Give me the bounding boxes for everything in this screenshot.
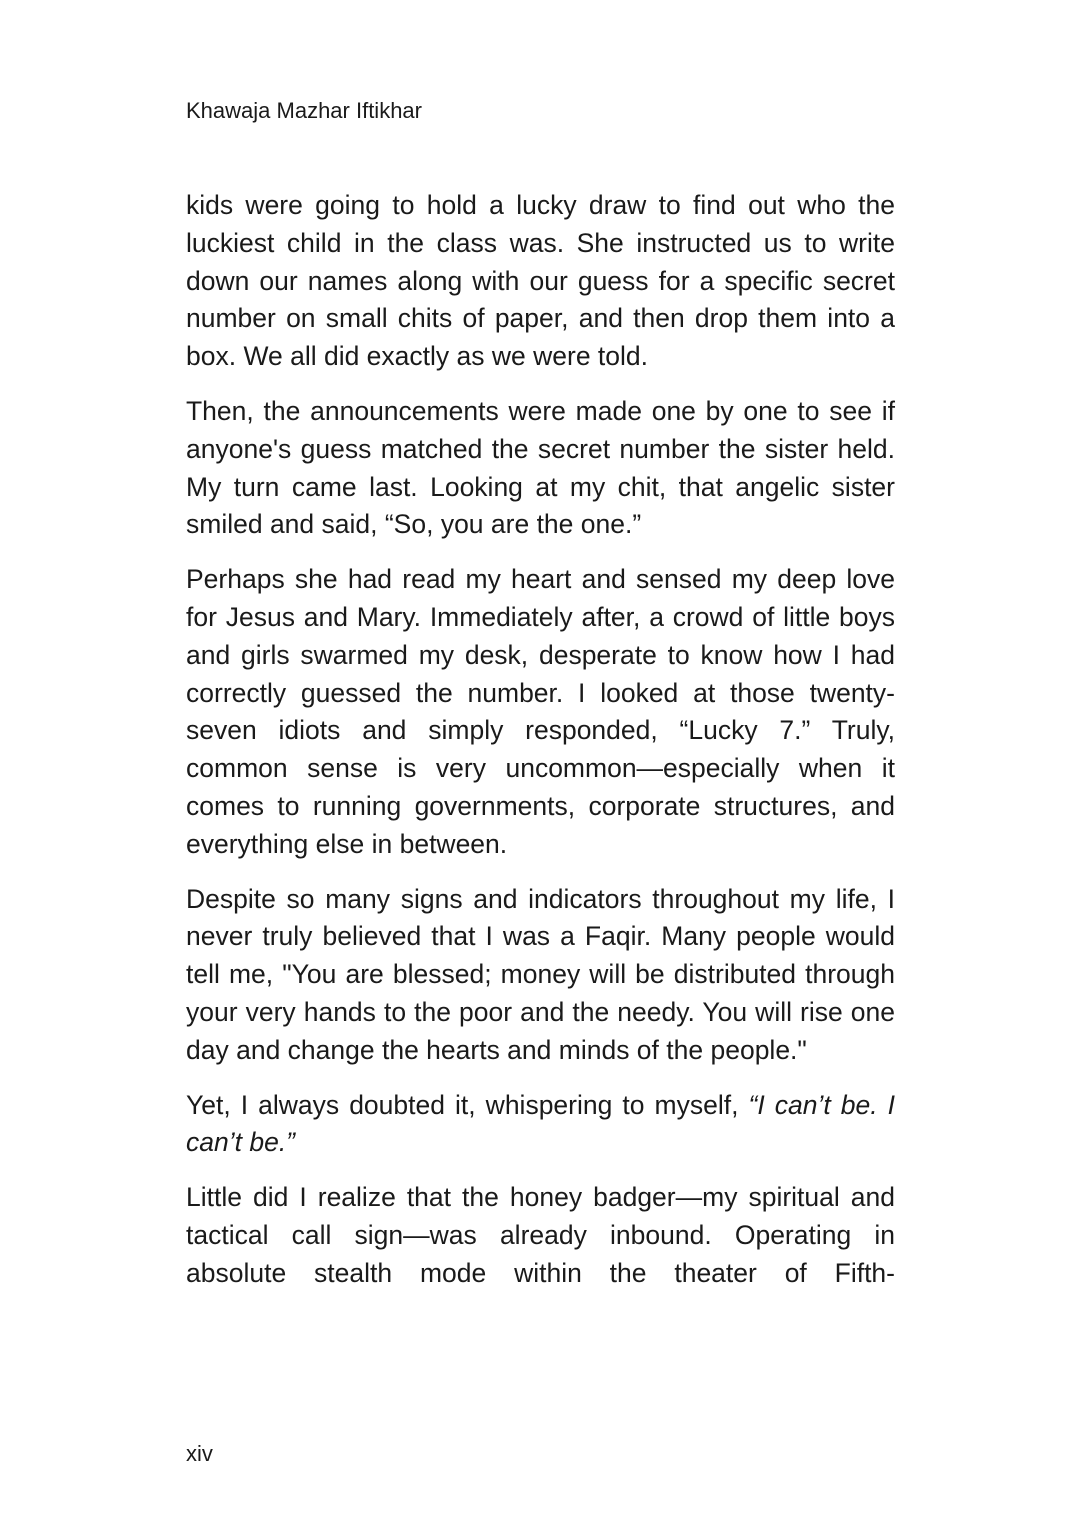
doubt-quote-italic: “I can’t be. I can’t be.”	[186, 1089, 896, 1158]
paragraph-lucky-draw: kids were going to hold a lucky draw to find out who the luckiest child in the class was. She instructed us to write down our names along with our guess for a specific secret number on small chits of paper, and then drop them into a box. We all did exactly as we were told.	[186, 190, 895, 372]
body-text	[186, 187, 895, 1310]
paragraph-faqir: Despite so many signs and indicators throughout my life, I never truly believed that I was a Faqir. Many people would tell me, "You are blessed; money will be distributed through your very hands to the poor and the needy. You will rise one day and change the hearts and minds of the people."	[186, 883, 895, 1065]
paragraph-announcements: Then, the announcements were made one by one to see if anyone's guess matched the secret number the sister held. My turn came last. Looking at my chit, that angelic sister smiled and said, “So, you are the one.”	[186, 395, 895, 540]
running-header-author: Khawaja Mazhar Iftikhar	[186, 98, 422, 123]
paragraph-common-sense: Perhaps she had read my heart and sensed my deep love for Jesus and Mary. Immediately after, a crowd of little boys and girls swarmed my desk, desperate to know how I had correctly guessed the number. I looked at those twenty-seven idiots and simply responded, “Lucky 7.” Truly, common sense is very uncommon—especially when it comes to running governments, corporate structures, and everything else in between.	[186, 564, 895, 859]
doubt-text: Yet, I always doubted it, whispering to myself,	[186, 1089, 749, 1120]
page-number: xiv	[186, 1441, 213, 1466]
paragraph-honey-badger: Little did I realize that the honey badger—my spiritual and tactical call sign—was already inbound. Operating in absolute stealth mode within the theater of Fifth-	[186, 1182, 895, 1288]
paragraph-doubt	[186, 1087, 895, 1163]
